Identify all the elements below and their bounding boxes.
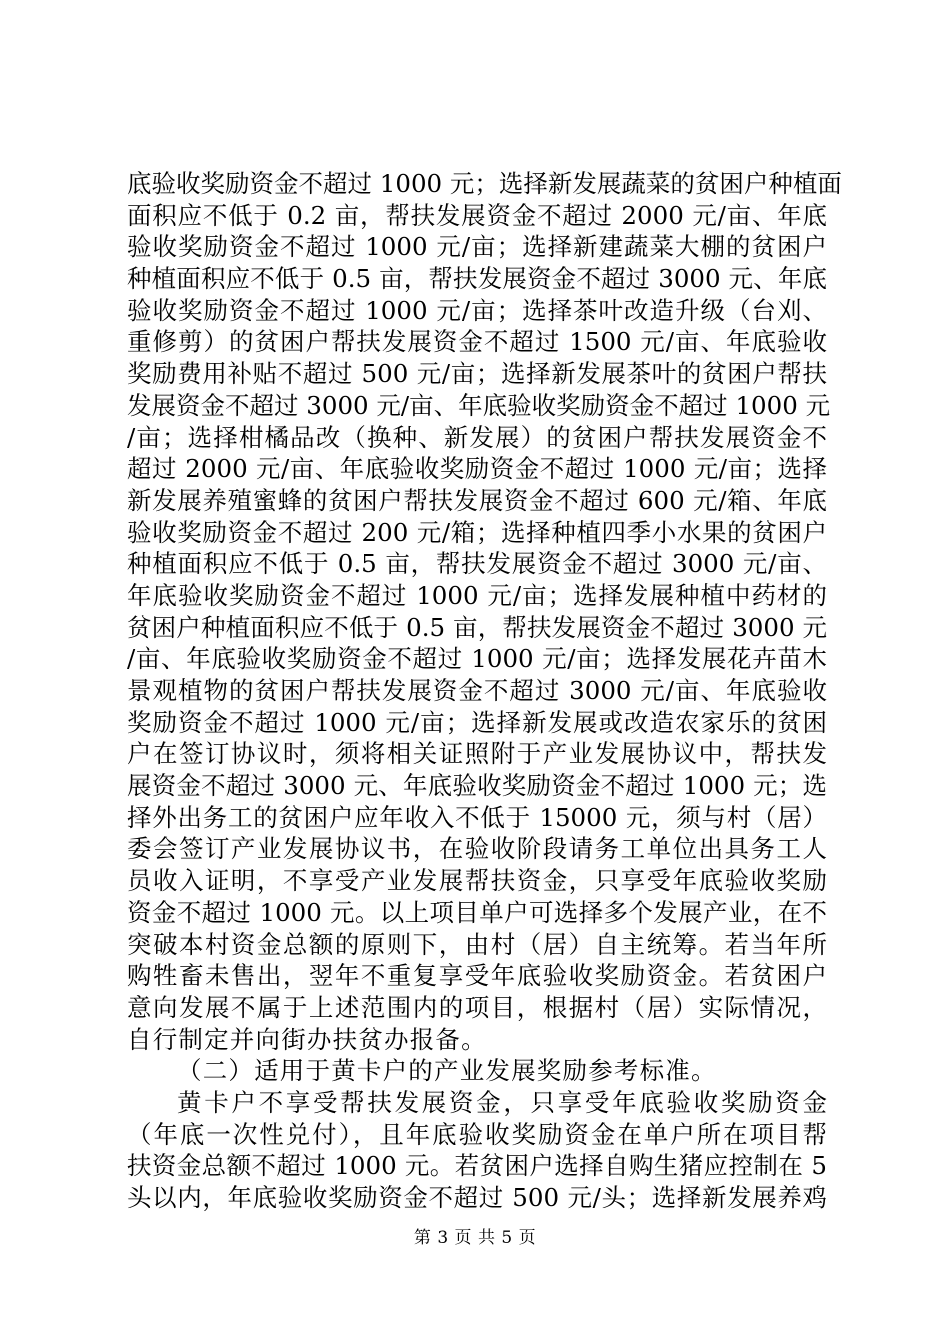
text-line: 奖励资金不超过 1000 元/亩；选择新发展或改造农家乐的贫困 [127,707,827,737]
text-line: 发展资金不超过 3000 元/亩、年底验收奖励资金不超过 1000 元 [127,390,831,420]
paragraph-end-line: 自行制定并向街办扶贫办报备。 [127,1024,487,1054]
text-line: （年底一次性兑付），且年底验收奖励资金在单户所在项目帮 [127,1119,827,1149]
text-line: 种植面积应不低于 0.5 亩，帮扶发展资金不超过 3000 元、年底 [127,264,827,294]
text-line: 头以内，年底验收奖励资金不超过 500 元/头；选择新发展养鸡 [127,1183,827,1212]
text-line: 底验收奖励资金不超过 1000 元；选择新发展蔬菜的贫困户种植面 [127,169,842,198]
text-line: 突破本村资金总额的原则下，由村（居）自主统筹。若当年所 [127,929,827,959]
text-line: 面积应不低于 0.2 亩，帮扶发展资金不超过 2000 元/亩、年底 [127,200,827,230]
text-line: 户在签订协议时，须将相关证照附于产业发展协议中，帮扶发 [127,739,827,769]
section-heading: （二）适用于黄卡户的产业发展奖励参考标准。 [177,1056,717,1086]
text-line: 扶资金总额不超过 1000 元。若贫困户选择自购生猪应控制在 5 [127,1151,827,1181]
text-line: /亩、年底验收奖励资金不超过 1000 元/亩；选择发展花卉苗木 [127,644,827,674]
page-number-label: 第 3 页 共 5 页 [413,1228,537,1248]
text-line: 验收奖励资金不超过 200 元/箱；选择种植四季小水果的贫困户 [127,517,827,547]
text-line: 景观植物的贫困户帮扶发展资金不超过 3000 元/亩、年底验收 [127,676,827,705]
text-line: 员收入证明，不享受产业发展帮扶资金，只享受年底验收奖励 [127,866,827,896]
text-line: 验收奖励资金不超过 1000 元/亩；选择茶叶改造升级（台刈、 [127,295,827,325]
text-line: 资金不超过 1000 元。以上项目单户可选择多个发展产业，在不 [127,897,827,927]
text-line: /亩；选择柑橘品改（换种、新发展）的贫困户帮扶发展资金不 [127,422,827,452]
document-body [127,168,842,1214]
text-line: 超过 2000 元/亩、年底验收奖励资金不超过 1000 元/亩；选择 [127,454,827,484]
text-line: 奖励费用补贴不超过 500 元/亩；选择新发展茶叶的贫困户帮扶 [127,359,827,389]
text-line: 验收奖励资金不超过 1000 元/亩；选择新建蔬菜大棚的贫困户 [127,232,827,262]
text-line: 年底验收奖励资金不超过 1000 元/亩；选择发展种植中药材的 [127,580,827,610]
text-line: 种植面积应不低于 0.5 亩，帮扶发展资金不超过 3000 元/亩、 [127,549,827,579]
text-line: 购牲畜未售出，翌年不重复享受年底验收奖励资金。若贫困户 [127,961,827,991]
text-line: 重修剪）的贫困户帮扶发展资金不超过 1500 元/亩、年底验收 [127,327,827,357]
text-line: 意向发展不属于上述范围内的项目，根据村（居）实际情况， [127,992,827,1022]
text-line: 展资金不超过 3000 元、年底验收奖励资金不超过 1000 元；选 [127,771,827,801]
paragraph-first-line: 黄卡户不享受帮扶发展资金，只享受年底验收奖励资金 [177,1087,827,1117]
page-footer [0,1228,950,1248]
text-line: 新发展养殖蜜蜂的贫困户帮扶发展资金不超过 600 元/箱、年底 [127,485,827,515]
text-line: 委会签订产业发展协议书，在验收阶段请务工单位出具务工人 [127,834,827,864]
text-line: 择外出务工的贫困户应年收入不低于 15000 元，须与村（居） [127,802,827,832]
text-line: 贫困户种植面积应不低于 0.5 亩，帮扶发展资金不超过 3000 元 [127,612,827,642]
